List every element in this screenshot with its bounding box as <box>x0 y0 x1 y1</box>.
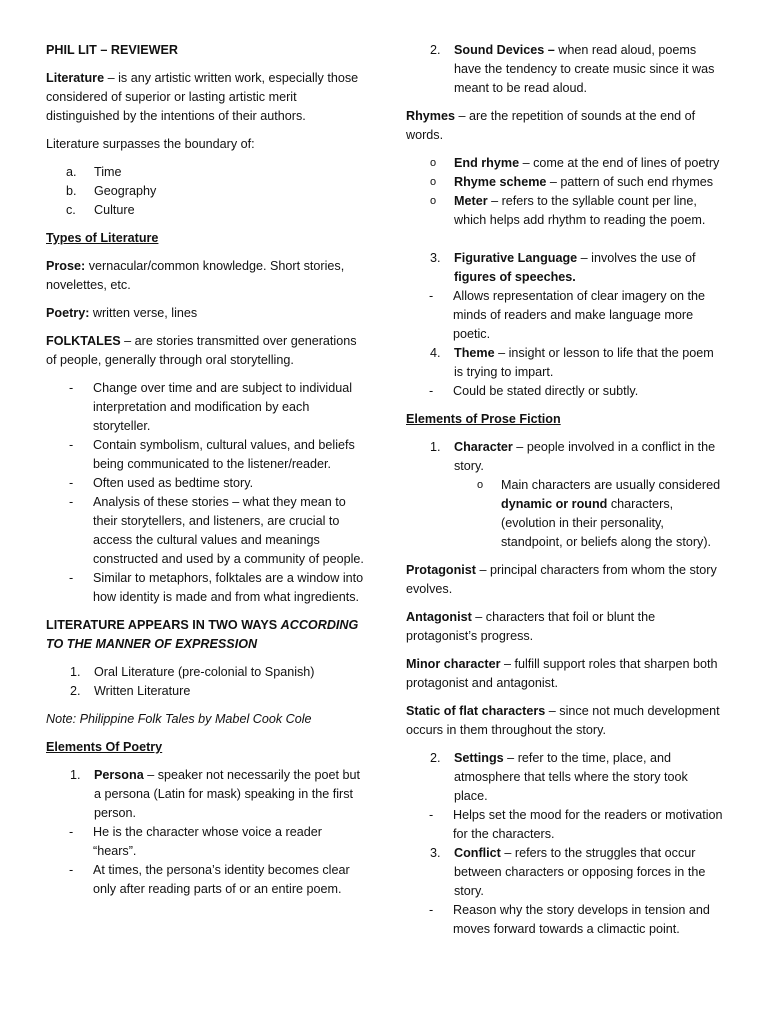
list-item: 2. Written Literature <box>70 684 191 698</box>
prose-definition: Prose: vernacular/common knowledge. Short stories, novelettes, etc. <box>46 259 345 292</box>
list-item: 1. Character – people involved in a conflict in the story. <box>430 440 716 473</box>
ways-heading: LITERATURE APPEARS IN TWO WAYS ACCORDING TO THE MANNER OF EXPRESSION <box>46 618 359 651</box>
list-item: o Meter – refers to the syllable count per line, which helps add rhythm to reading the poem. <box>430 194 706 227</box>
boundaries-list <box>46 163 366 220</box>
note-text: Note: Philippine Folk Tales by Mabel Cook Cole <box>46 712 312 726</box>
list-item: - Analysis of these stories – what they mean to their storytellers, and listeners, are crucial to access the cultural values and meanings constructed and used by a community of people. <box>69 495 364 566</box>
list-item: - Allows representation of clear imagery on the minds of readers and make language more poetic. <box>429 289 706 341</box>
folktales-definition: FOLKTALES – are stories transmitted over generations of people, generally through oral storytelling. <box>46 334 357 367</box>
poetry-definition: Poetry: written verse, lines <box>46 306 198 320</box>
list-item: - Reason why the story develops in tension and moves forward towards a climactic point. <box>429 903 710 936</box>
left-column <box>46 41 366 908</box>
list-item: o Rhyme scheme – pattern of such end rhymes <box>430 175 714 189</box>
right-column <box>406 41 724 948</box>
list-item: - He is the character whose voice a reader “hears”. <box>69 825 322 858</box>
list-item: - Often used as bedtime story. <box>69 476 254 490</box>
poetry-elements-list <box>46 766 366 899</box>
literature-definition: Literature – is any artistic written work, especially those considered of superior or lasting artistic merit distinguished by the intentions of their authors. <box>46 71 359 123</box>
protagonist-definition: Protagonist – principal characters from whom the story evolves. <box>406 563 717 596</box>
prose-elements-heading: Elements of Prose Fiction <box>406 412 561 426</box>
list-item: 1. Oral Literature (pre-colonial to Spanish) <box>70 665 315 679</box>
static-characters-definition: Static of flat characters – since not much development occurs in them throughout the story. <box>406 704 720 737</box>
list-item: - Change over time and are subject to individual interpretation and modification by each storyteller. <box>69 381 353 433</box>
list-item: 4. Theme – insight or lesson to life that the poem is trying to impart. <box>430 346 714 379</box>
list-item: 2. Sound Devices – when read aloud, poems have the tendency to create music since it was meant to be read aloud. <box>430 43 715 95</box>
rhyme-types-list <box>406 154 724 230</box>
document-title: PHIL LIT – REVIEWER <box>46 43 179 57</box>
list-item: b. Geography <box>66 184 157 198</box>
character-list <box>406 438 724 552</box>
poetry-elements-continued <box>406 249 724 401</box>
types-heading: Types of Literature <box>46 231 159 245</box>
list-item: - At times, the persona’s identity becomes clear only after reading parts of or an entire poem. <box>69 863 350 896</box>
prose-elements-list <box>406 749 724 939</box>
minor-character-definition: Minor character – fulfill support roles that sharpen both protagonist and antagonist. <box>406 657 718 690</box>
list-item: o End rhyme – come at the end of lines of poetry <box>430 156 720 170</box>
literature-term: Literature <box>46 71 105 85</box>
list-item: - Helps set the mood for the readers or motivation for the characters. <box>429 808 723 841</box>
list-item: c. Culture <box>66 203 135 217</box>
ways-list <box>46 663 366 701</box>
list-item: a. Time <box>66 165 122 179</box>
list-item: 3. Conflict – refers to the struggles that occur between characters or opposing forces in the story. <box>430 846 706 898</box>
antagonist-definition: Antagonist – characters that foil or blunt the protagonist’s progress. <box>406 610 656 643</box>
list-item: 3. Figurative Language – involves the use of figures of speeches. <box>430 251 696 284</box>
sound-devices-list <box>406 41 724 98</box>
list-item: o Main characters are usually considered dynamic or round characters, (evolution in their personality, standpoint, or beliefs along the story). <box>477 478 721 549</box>
poetry-elements-heading: Elements Of Poetry <box>46 740 163 754</box>
list-item: - Contain symbolism, cultural values, and beliefs being communicated to the listener/reader. <box>69 438 355 471</box>
list-item: - Similar to metaphors, folktales are a window into how identity is made and from what ingredients. <box>69 571 364 604</box>
surpass-text: Literature surpasses the boundary of: <box>46 137 255 151</box>
list-item: 1. Persona – speaker not necessarily the poet but a persona (Latin for mask) speaking in the first person. <box>70 768 361 820</box>
list-item: 2. Settings – refer to the time, place, and atmosphere that tells where the story took place. <box>430 751 688 803</box>
rhymes-definition: Rhymes – are the repetition of sounds at the end of words. <box>406 109 696 142</box>
folktales-points <box>46 379 366 607</box>
list-item: - Could be stated directly or subtly. <box>429 384 639 398</box>
